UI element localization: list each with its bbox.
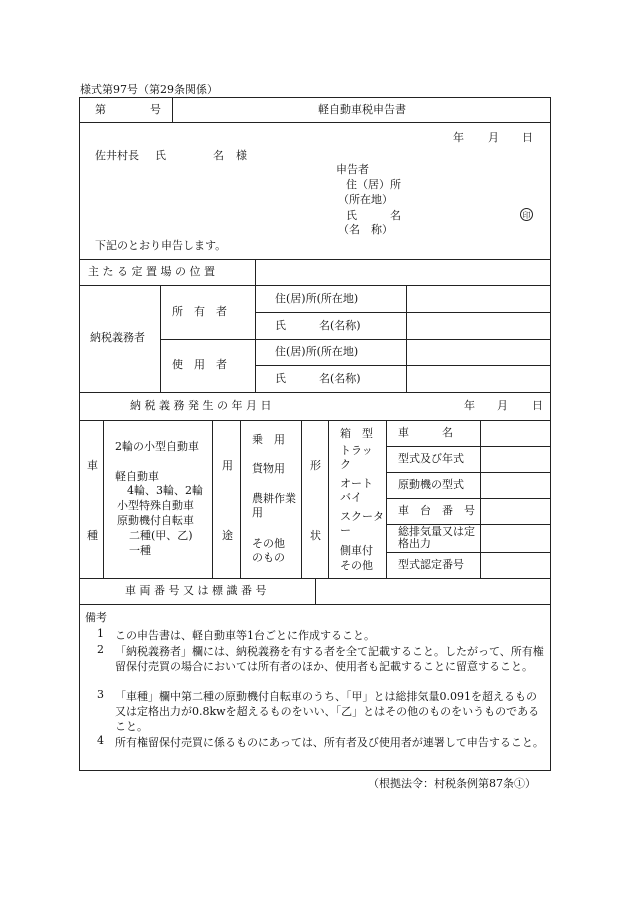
date-month: 月 bbox=[488, 131, 499, 144]
vehicle-type-5: 原動機付自転車 bbox=[117, 514, 194, 527]
user-name-label: 氏 名(名称) bbox=[275, 372, 361, 385]
rule bbox=[79, 392, 551, 393]
rule bbox=[480, 420, 481, 578]
applicant-name-label: 氏 名 bbox=[346, 209, 401, 222]
note-number: 2 bbox=[97, 643, 104, 656]
addressee-sama: 様 bbox=[236, 149, 247, 162]
rule bbox=[240, 420, 241, 578]
vehicle-type-label-2: 種 bbox=[87, 529, 98, 542]
obligation-month: 月 bbox=[497, 399, 508, 412]
shape-5: 側車付 bbox=[340, 544, 373, 557]
addressee-mei: 名 bbox=[213, 149, 224, 162]
plate-number-label: 車 両 番 号 又 は 標 識 番 号 bbox=[125, 584, 267, 597]
form-number: 様式第97号（第29条関係） bbox=[80, 83, 218, 96]
rule bbox=[315, 578, 316, 604]
note-number: 4 bbox=[97, 734, 104, 747]
rule bbox=[79, 122, 551, 123]
owner-address-label: 住(居)所(所在地) bbox=[275, 292, 359, 305]
field-displacement: 総排気量又は定格出力 bbox=[398, 525, 475, 550]
date-day: 日 bbox=[522, 131, 533, 144]
obligation-year: 年 bbox=[464, 399, 475, 412]
applicant-address-label: 住（居）所 bbox=[346, 178, 401, 191]
usage-1: 乗 用 bbox=[252, 433, 285, 446]
obligation-date-label: 納 税 義 務 発 生 の 年 月 日 bbox=[130, 399, 272, 412]
field-approval-number: 型式認定番号 bbox=[398, 558, 464, 571]
storage-location-label: 主 た る 定 置 場 の 位 置 bbox=[88, 265, 215, 278]
applicant-address-sub: （所在地） bbox=[338, 193, 393, 206]
usage-label-1: 用 bbox=[222, 459, 233, 472]
date-year: 年 bbox=[453, 131, 464, 144]
seal-mark: 印 bbox=[520, 208, 533, 221]
rule bbox=[386, 552, 551, 553]
rule bbox=[406, 285, 407, 392]
shape-1: 箱 型 bbox=[340, 427, 373, 440]
usage-label-2: 途 bbox=[222, 529, 233, 542]
vehicle-type-7: 一種 bbox=[129, 544, 151, 557]
statement: 下記のとおり申告します。 bbox=[95, 239, 227, 252]
applicant-label: 申告者 bbox=[336, 163, 369, 176]
rule bbox=[328, 420, 329, 578]
applicant-name-sub: （名 称） bbox=[338, 223, 393, 236]
rule bbox=[172, 97, 173, 122]
rule bbox=[160, 285, 161, 392]
addressee-shi: 氏 bbox=[155, 149, 166, 162]
usage-2: 貨物用 bbox=[252, 462, 285, 475]
owner-label: 所 有 者 bbox=[172, 305, 227, 318]
rule bbox=[301, 420, 302, 578]
usage-3: 農耕作業用 bbox=[252, 492, 296, 519]
rule bbox=[255, 259, 256, 285]
addressee-mayor: 佐井村長 bbox=[95, 149, 139, 162]
note-number: 3 bbox=[97, 688, 104, 701]
obligation-day: 日 bbox=[532, 399, 543, 412]
header-go: 号 bbox=[150, 103, 161, 116]
legal-basis: （根拠法令：村税条例第87条①） bbox=[368, 777, 536, 790]
rule bbox=[386, 498, 551, 499]
note-text: 「納税義務者」欄には、納税義務を有する者を全て記載すること。したがって、所有権留保付売買の場合においては所有者のほか、使用者も記載することに留意すること。 bbox=[115, 645, 544, 673]
field-car-name: 車 名 bbox=[398, 426, 453, 439]
owner-name-label: 氏 名(名称) bbox=[275, 319, 361, 332]
note-number: 1 bbox=[97, 627, 104, 640]
rule bbox=[255, 365, 551, 366]
vehicle-type-3: 4輪、3輪、2輪 bbox=[127, 484, 203, 497]
header-dai: 第 bbox=[95, 103, 106, 116]
vehicle-type-label-1: 車 bbox=[87, 459, 98, 472]
notes-heading: 備考 bbox=[85, 611, 107, 624]
field-chassis-number: 車 台 番 号 bbox=[398, 504, 475, 517]
shape-label-2: 状 bbox=[310, 529, 321, 542]
shape-label-1: 形 bbox=[310, 459, 321, 472]
vehicle-type-1: 2輪の小型自動車 bbox=[115, 440, 199, 453]
note-text: この申告書は、軽自動車等1台ごとに作成すること。 bbox=[115, 629, 375, 642]
rule bbox=[79, 604, 551, 605]
rule bbox=[255, 312, 551, 313]
rule bbox=[212, 420, 213, 578]
rule bbox=[386, 472, 551, 473]
note-text: 「車種」欄中第二種の原動機付自転車のうち、「甲」とは総排気量0.091を超えるもの又は定格出力が0.8kwを超えるものをいい、「乙」とはその他のものをいうものであること。 bbox=[115, 690, 540, 733]
field-model-year: 型式及び年式 bbox=[398, 452, 464, 465]
vehicle-type-6: 二種(甲、乙) bbox=[129, 529, 193, 542]
usage-4: その他のもの bbox=[252, 537, 285, 564]
form-title: 軽自動車税申告書 bbox=[318, 103, 406, 116]
vehicle-type-4: 小型特殊自動車 bbox=[117, 499, 194, 512]
rule bbox=[79, 259, 551, 260]
shape-2: トラック bbox=[340, 444, 373, 471]
note-text: 所有権留保付売買に係るものにあっては、所有者及び使用者が連署して申告すること。 bbox=[115, 736, 544, 749]
rule bbox=[255, 285, 256, 392]
shape-3: オートバイ bbox=[340, 477, 373, 504]
rule bbox=[386, 420, 387, 578]
rule bbox=[160, 339, 551, 340]
vehicle-type-2: 軽自動車 bbox=[115, 470, 159, 483]
taxpayer-label: 納税義務者 bbox=[90, 331, 145, 344]
rule bbox=[386, 446, 551, 447]
rule bbox=[103, 420, 104, 578]
field-engine-model: 原動機の型式 bbox=[398, 478, 464, 491]
user-label: 使 用 者 bbox=[172, 358, 227, 371]
shape-4: スクーター bbox=[340, 510, 384, 537]
shape-6: その他 bbox=[340, 559, 373, 572]
rule bbox=[79, 285, 551, 286]
user-address-label: 住(居)所(所在地) bbox=[275, 345, 359, 358]
